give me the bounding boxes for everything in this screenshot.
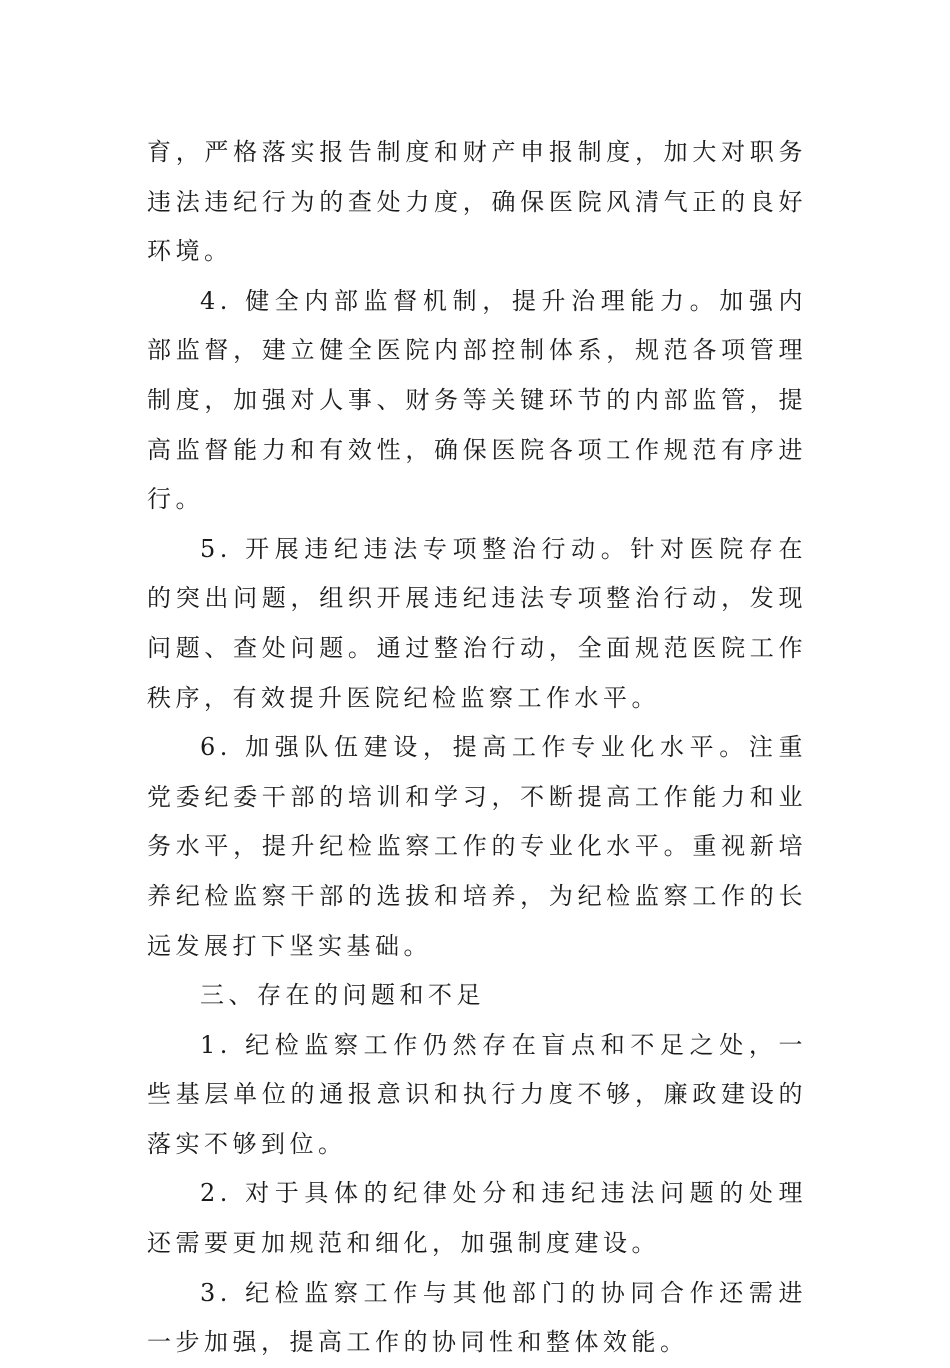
- section-heading-3: 三、存在的问题和不足: [200, 981, 485, 1010]
- paragraph-issue-2: 2. 对于具体的纪律处分和违纪违法问题的处理还需要更加规范和细化，加强制度建设。: [147, 1179, 807, 1258]
- paragraph-continuation: 育，严格落实报告制度和财产申报制度，加大对职务违法违纪行为的查处力度，确保医院风清气正的良好环境。: [147, 138, 807, 266]
- document-body: [147, 128, 807, 1368]
- paragraph-item-5: 5. 开展违纪违法专项整治行动。针对医院存在的突出问题，组织开展违纪违法专项整治行动，发现问题、查处问题。通过整治行动，全面规范医院工作秩序，有效提升医院纪检监察工作水平。: [147, 534, 807, 712]
- paragraph-item-4: 4. 健全内部监督机制，提升治理能力。加强内部监督，建立健全医院内部控制体系，规范各项管理制度，加强对人事、财务等关键环节的内部监管，提高监督能力和有效性，确保医院各项工作规范有序进行。: [147, 286, 807, 514]
- paragraph-issue-3: 3. 纪检监察工作与其他部门的协同合作还需进一步加强，提高工作的协同性和整体效能。: [147, 1278, 807, 1357]
- paragraph-item-6: 6. 加强队伍建设，提高工作专业化水平。注重党委纪委干部的培训和学习，不断提高工作能力和业务水平，提升纪检监察工作的专业化水平。重视新培养纪检监察干部的选拔和培养，为纪检监察工作的长远发展打下坚实基础。: [147, 733, 807, 960]
- paragraph-issue-1: 1. 纪检监察工作仍然存在盲点和不足之处，一些基层单位的通报意识和执行力度不够，廉政建设的落实不够到位。: [147, 1030, 807, 1158]
